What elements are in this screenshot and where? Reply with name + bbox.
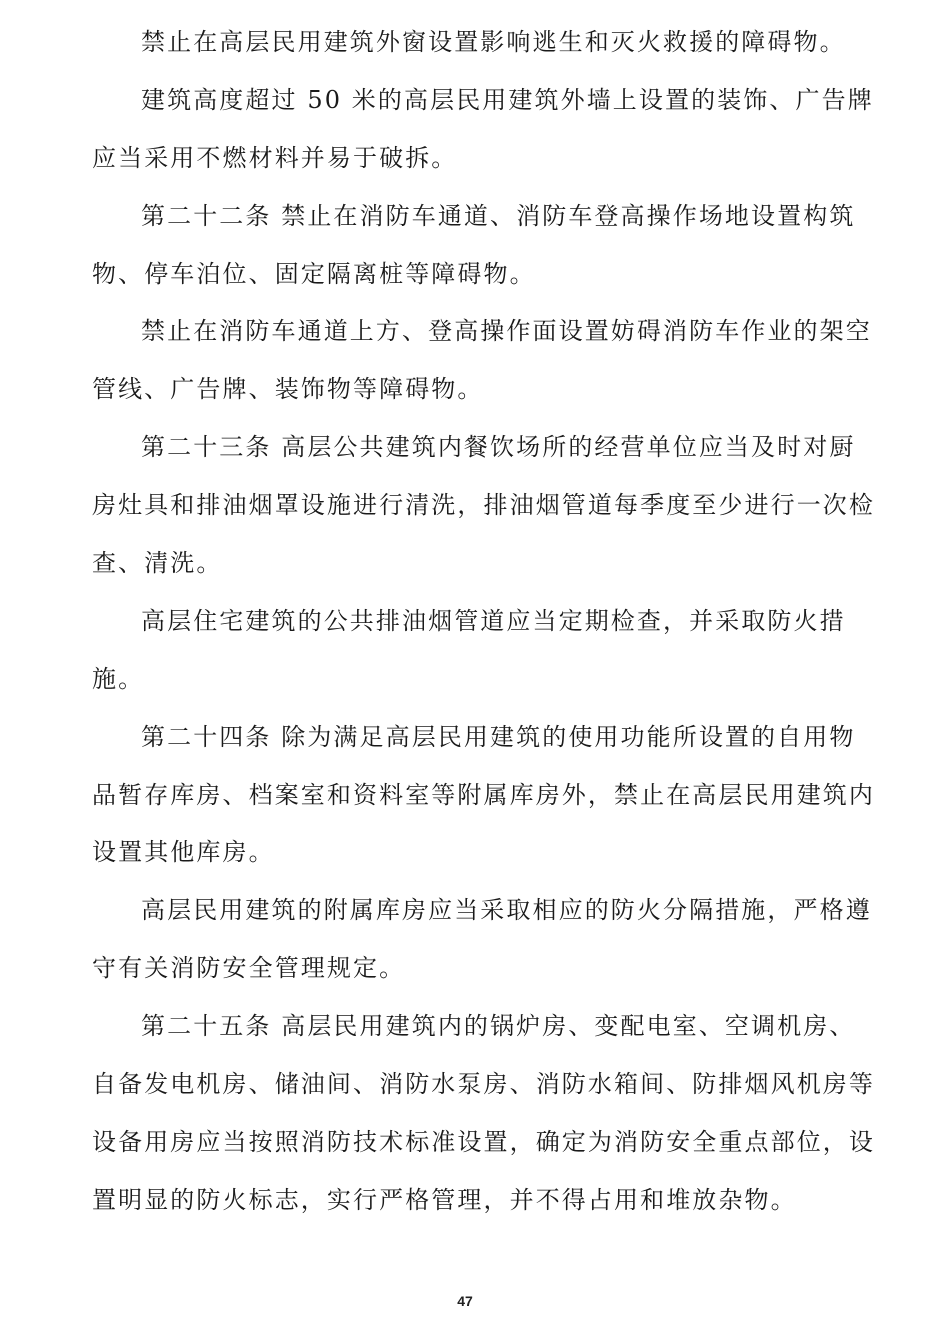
article-22-line: 第二十二条 禁止在消防车通道、消防车登高操作场地设置构筑 bbox=[141, 201, 856, 230]
text-line: 建筑高度超过 50 米的高层民用建筑外墙上设置的装饰、广告牌 bbox=[141, 85, 874, 114]
text-line: 查、清洗。 bbox=[92, 549, 223, 578]
page-number: 47 bbox=[457, 1293, 473, 1309]
text-line: 禁止在消防车通道上方、登高操作面设置妨碍消防车作业的架空 bbox=[141, 317, 872, 346]
body-text bbox=[0, 14, 930, 1230]
text-line: 高层住宅建筑的公共排油烟管道应当定期检查，并采取防火措 bbox=[141, 606, 846, 635]
text-line: 高层民用建筑的附属库房应当采取相应的防火分隔措施，严格遵 bbox=[141, 896, 872, 925]
text-line: 自备发电机房、储油间、消防水泵房、消防水箱间、防排烟风机房等 bbox=[92, 1070, 875, 1099]
text-line: 品暂存库房、档案室和资料室等附属库房外，禁止在高层民用建筑内 bbox=[92, 780, 875, 809]
article-23-line: 第二十三条 高层公共建筑内餐饮场所的经营单位应当及时对厨 bbox=[141, 433, 856, 462]
text-line: 禁止在高层民用建筑外窗设置影响逃生和灭火救援的障碍物。 bbox=[141, 28, 846, 56]
article-24-line: 第二十四条 除为满足高层民用建筑的使用功能所设置的自用物 bbox=[141, 722, 856, 751]
text-line: 管线、广告牌、装饰物等障碍物。 bbox=[92, 375, 484, 404]
text-line: 设置其他库房。 bbox=[92, 838, 275, 867]
text-line: 设备用房应当按照消防技术标准设置，确定为消防安全重点部位，设 bbox=[92, 1127, 875, 1156]
text-line: 置明显的防火标志，实行严格管理，并不得占用和堆放杂物。 bbox=[92, 1185, 797, 1214]
text-line: 守有关消防安全管理规定。 bbox=[92, 954, 406, 983]
text-line: 施。 bbox=[92, 664, 145, 693]
text-line: 物、停车泊位、固定隔离桩等障碍物。 bbox=[92, 259, 536, 288]
article-25-line: 第二十五条 高层民用建筑内的锅炉房、变配电室、空调机房、 bbox=[141, 1012, 856, 1041]
text-line: 应当采用不燃材料并易于破拆。 bbox=[92, 143, 458, 172]
text-line: 房灶具和排油烟罩设施进行清洗，排油烟管道每季度至少进行一次检 bbox=[92, 491, 875, 520]
